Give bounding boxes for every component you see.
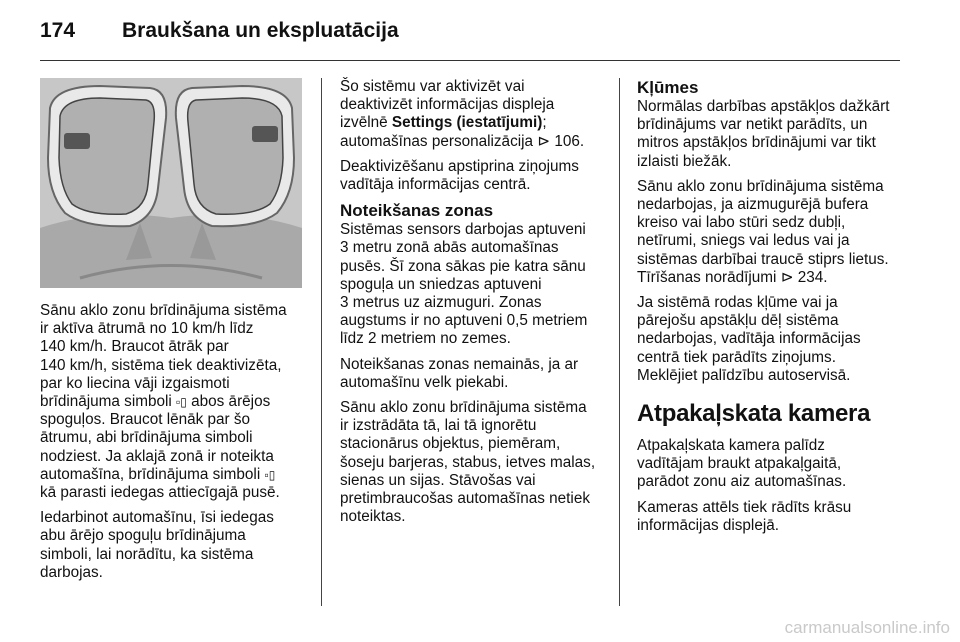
paragraph-deactivation: Deaktivizēšanu apstiprina ziņojums vadītāja informācijas centrā. (340, 157, 579, 194)
paragraph-normal-conditions: Normālas darbības apstākļos dažkārt brīdinājums var netikt parādīts, un mitros apstākļos brīdinājumi var tikt izlaisti biežāk. (637, 98, 890, 170)
paragraph-fault-message: Ja sistēmā rodas kļūme vai ja pārejošu apstākļu dēļ sistēma nedarbojas, vadītāja informācijas centrā tiek parādīts ziņojums. Meklējiet palīdzību autoservisā. (637, 294, 861, 384)
column-divider (619, 78, 620, 606)
paragraph-camera-display: Kameras attēls tiek rādīts krāsu informācijas displejā. (637, 498, 852, 534)
header-divider (40, 60, 900, 61)
paragraph-obstruction: Sānu aklo zonu brīdinājuma sistēma nedarbojas, ja aizmugurējā bufera kreiso vai labo stūri sedz dubļi, netīrumi, sniegs vai ledus vai ja sistēmas darbībai traucē stiprs lietus. Tīrīšanas norādījumi ⊳ 234. (637, 177, 889, 286)
paragraph-camera-help: Atpakaļskata kamera palīdz vadītājam braukt atpakaļgaitā, parādot zonu aiz automašīnas. (637, 437, 847, 491)
paragraph-trailer: Noteikšanas zonas nemainās, ja ar automašīnu velk piekabi. (340, 355, 579, 391)
paragraph-ignored-objects: Sānu aklo zonu brīdinājuma sistēma ir izstrādāta tā, lai tā ignorētu stacionārus objektus, piemēram, šoseju barjeras, stabus, ietves malas, sienas un sijas. Stāvošas vai pretimbraucošas automašīnas netiek noteiktas. (340, 399, 596, 526)
paragraph-startup: Iedarbinot automašīnu, īsi iedegas abu ārējo spoguļu brīdinājuma simboli, lai norādītu, ka sistēma darbojas. (40, 509, 274, 581)
column-divider (321, 78, 322, 606)
side-mirrors-image (40, 78, 302, 288)
paragraph-activation: Šo sistēmu var aktivizēt vai deaktivizēt informācijas displeja izvēlnē Settings (iestatījumi); automašīnas personalizācija ⊳ 106. (340, 78, 585, 150)
mirror-illustration (40, 78, 302, 288)
column-right (637, 78, 903, 542)
settings-menu-term: Settings (iestatījumi) (391, 114, 543, 132)
blind-spot-warning-icon: ▫︎▯ (176, 395, 187, 410)
page-number: 174 (40, 19, 76, 42)
heading-faults: Kļūmes (637, 78, 699, 97)
heading-detection-zones: Noteikšanas zonas (340, 201, 494, 221)
watermark: carmanualsonline.info (784, 618, 950, 637)
paragraph-zones: Sistēmas sensors darbojas aptuveni 3 metru zonā abās automašīnas pusēs. Šī zona sākas pie katra sānu spoguļa un sniedzas aptuveni 3 metrus uz aizmuguri. Zonas augstums ir no aptuveni 0,5 metriem līdz 2 metriem no zemes. (340, 221, 588, 348)
page-header (40, 14, 399, 48)
column-left (40, 78, 302, 589)
heading-rear-camera: Atpakaļskata kamera (637, 400, 871, 428)
section-title: Braukšana un ekspluatācija (122, 19, 399, 42)
page-reference-arrow-icon: ⊳ (780, 268, 794, 286)
page-reference-arrow-icon: ⊳ (537, 132, 551, 150)
paragraph-speed-range: Sānu aklo zonu brīdinājuma sistēma ir aktīva ātrumā no 10 km/h līdz 140 km/h. Braucot ātrāk par 140 km/h, sistēma tiek deaktivizēta, par ko liecina vāji izgaismoti brīdinājuma simboli ▫︎▯ abos ārējos spoguļos. Braucot lēnāk par šo ātrumu, abi brīdinājuma simboli nodziest. Ja aklajā zonā ir noteikta automašīna, brīdinājuma simboli ▫︎▯ kā parasti iedegas attiecīgajā pusē. (40, 302, 287, 502)
column-middle (340, 78, 602, 533)
blind-spot-warning-icon: ▫︎▯ (264, 467, 276, 482)
